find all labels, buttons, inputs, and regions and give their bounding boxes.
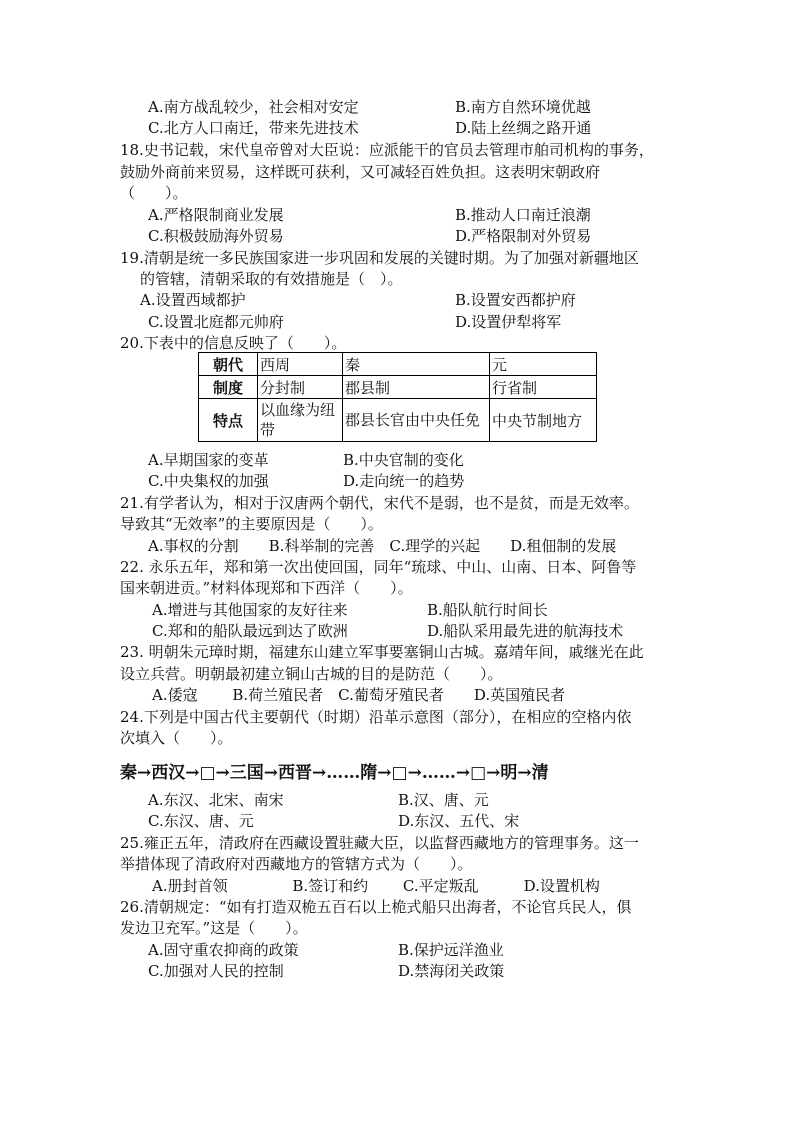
dynasty-timeline: 秦→西汉→□→三国→西晋→……隋→□→……→□→明→清 [120,763,549,783]
table-cell: 以血缘为纽带 [258,399,343,442]
q20-option-d: D.走向统一的趋势 [343,472,465,490]
q20-stem: 20.下表中的信息反映了（ ）。 [120,334,347,352]
q25-stem-line1: 25.雍正五年，清政府在西藏设置驻藏大臣，以监督西藏地方的管理事务。这一 [120,834,639,852]
q18-stem-line2: 鼓励外商前来贸易，这样既可获利，又可减轻百姓负担。这表明宋朝政府 [120,163,601,181]
q19-option-a: A.设置西域都护 [140,291,246,309]
table-cell: 分封制 [258,376,343,399]
table-cell: 中央节制地方 [490,399,597,442]
table-cell: 郡县长官由中央任免 [343,399,490,442]
q22-stem-line1: 22. 永乐五年，郑和第一次出使回国，同年“琉球、中山、山南、日本、阿鲁等 [120,558,637,576]
q21-options: A.事权的分割 B.科举制的完善 C.理学的兴起 D.租佃制的发展 [148,537,617,555]
table-row [199,376,597,399]
table-cell: 行省制 [490,376,597,399]
q26-option-d: D.禁海闭关政策 [398,962,505,980]
q19-option-b: B.设置安西都护府 [455,291,576,309]
q17-option-d: D.陆上丝绸之路开通 [455,119,592,137]
q20-option-c: C.中央集权的加强 [148,472,269,490]
q22-option-c: C.郑和的船队最远到达了欧洲 [152,622,348,640]
q20-option-b: B.中央官制的变化 [343,451,464,469]
q18-option-a: A.严格限制商业发展 [148,206,284,224]
q26-stem-line2: 发边卫充军。”这是（ ）。 [120,919,308,937]
q24-stem-line2: 次填入（ ）。 [120,729,233,747]
q21-stem-line2: 导致其“无效率”的主要原因是（ ）。 [120,515,383,533]
q23-stem-line2: 设立兵营。明朝最初建立铜山古城的目的是防范（ ）。 [120,665,503,683]
q24-option-c: C.东汉、唐、元 [148,812,254,830]
q18-stem-line3: （ ）。 [120,184,188,202]
table-cell: 郡县制 [343,376,490,399]
q22-stem-line2: 国来朝进贡。”材料体现郑和下西洋（ ）。 [120,579,413,597]
q23-stem-line1: 23. 明朝朱元璋时期，福建东山建立军事要塞铜山古城。嘉靖年间，戚继光在此 [120,643,644,661]
q22-option-b: B.船队航行时间长 [427,601,548,619]
q19-option-c: C.设置北庭都元帅府 [148,313,284,331]
table-cell: 秦 [343,353,490,376]
q25-stem-line2: 举措体现了清政府对西藏地方的管辖方式为（ ）。 [120,855,473,873]
q19-stem-line1: 19.清朝是统一多民族国家进一步巩固和发展的关键时期。为了加强对新疆地区 [120,249,639,267]
q24-stem-line1: 24.下列是中国古代主要朝代（时期）沿革示意图（部分），在相应的空格内依 [120,708,632,726]
q24-option-b: B.汉、唐、元 [398,791,489,809]
q18-option-c: C.积极鼓励海外贸易 [148,227,284,245]
q26-option-a: A.固守重农抑商的政策 [148,941,299,959]
table-row [199,399,597,442]
table-cell: 西周 [258,353,343,376]
q24-option-d: D.东汉、五代、宋 [398,812,520,830]
q26-option-c: C.加强对人民的控制 [148,962,284,980]
q17-option-b: B.南方自然环境优越 [455,98,591,116]
q18-option-b: B.推动人口南迁浪潮 [455,206,591,224]
q18-stem-line1: 18.史书记载，宋代皇帝曾对大臣说：应派能干的官员去管理市舶司机构的事务， [120,141,654,159]
q26-option-b: B.保护远洋渔业 [398,941,504,959]
q19-stem-line2: 的管辖，清朝采取的有效措施是（ ）。 [140,270,403,288]
q25-options: A.册封首领 B.签订和约 C.平定叛乱 D.设置机构 [152,877,600,895]
q22-option-d: D.船队采用最先进的航海技术 [427,622,624,640]
q17-option-a: A.南方战乱较少，社会相对安定 [148,98,359,116]
q19-option-d: D.设置伊犁将军 [455,313,562,331]
q23-options: A.倭寇 B.荷兰殖民者 C.葡萄牙殖民者 D.英国殖民者 [152,686,566,704]
q22-option-a: A.增进与其他国家的友好往来 [152,601,348,619]
q18-option-d: D.严格限制对外贸易 [455,227,592,245]
table-row [199,353,597,376]
q26-stem-line1: 26.清朝规定：“如有打造双桅五百石以上桅式船只出海者，不论官兵民人，俱 [120,898,632,916]
q17-option-c: C.北方人口南迁，带来先进技术 [148,119,359,137]
table-header-feature: 特点 [199,399,258,442]
dynasty-table [198,352,597,442]
q20-option-a: A.早期国家的变革 [148,451,269,469]
table-header-system: 制度 [199,376,258,399]
table-cell: 元 [490,353,597,376]
q24-option-a: A.东汉、北宋、南宋 [148,791,284,809]
table-header-dynasty: 朝代 [199,353,258,376]
q21-stem-line1: 21.有学者认为，相对于汉唐两个朝代，宋代不是弱，也不是贫，而是无效率。 [120,494,639,512]
